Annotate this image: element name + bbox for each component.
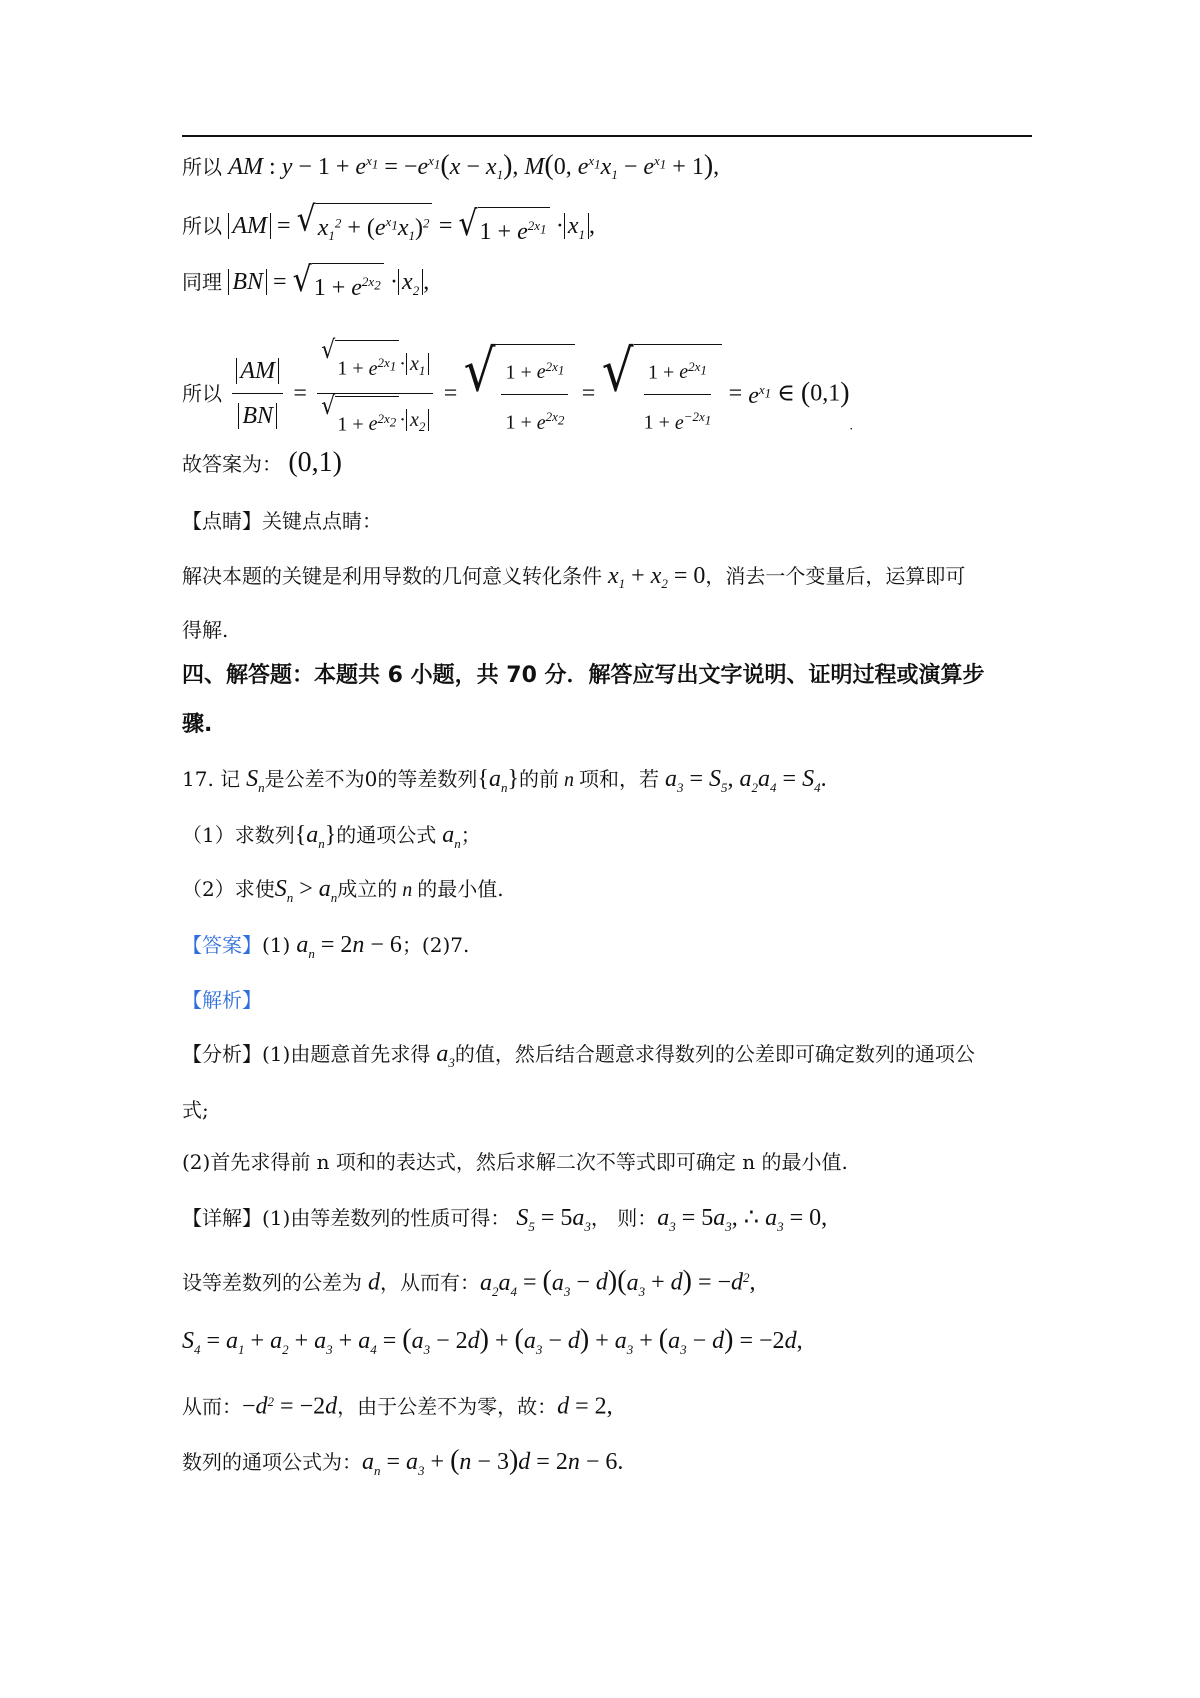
question-17-part1: （1）求数列$\{a_n\}$的通项公式 $a_n$； bbox=[182, 822, 481, 851]
fenxi-a: 【分析】(1)由题意首先求得 bbox=[182, 1042, 431, 1066]
section-heading-line1: 四、解答题：本题共 6 小题，共 70 分．解答应写出文字说明、证明过程或演算步 bbox=[182, 663, 985, 688]
q17-part2-b: 成立的 bbox=[337, 877, 398, 901]
section-heading-line2: 骤. bbox=[182, 712, 213, 737]
s4-line: $S_4 = a_1 + a_2 + a_3 + a_4 = (a_3 - 2d) + (a_3 - d) + a_3 + (a_3 - d) = -2d$, bbox=[182, 1324, 803, 1357]
line-final-answer bbox=[182, 447, 342, 480]
gongcha-b: ，从而有： bbox=[380, 1270, 480, 1295]
fenxi-line-2 bbox=[182, 1146, 848, 1178]
fenxi-line-cont bbox=[182, 1094, 209, 1126]
q17-part1-b: 的通项公式 bbox=[336, 823, 437, 847]
line-am-length: 所以 AM = √ $x_1^2 + (e^{x_1}x_1)^2$ = √ $1 + e^{2x_1}$ · $x_1$ , bbox=[182, 203, 595, 252]
fenxi-b: 的值，然后结合题意求得数列的公差即可确定数列的通项公 bbox=[454, 1042, 975, 1066]
answer-interval: (0,1) bbox=[288, 447, 343, 478]
fraction: √ $1 + e^{2x_1}$ · $x_1$ √ $1 + e^{2x_2}$ · $x_2$ bbox=[317, 340, 433, 447]
congr-line: 从而：$-d^2 = -2d$，由于公差不为零，故：d = 2, bbox=[182, 1393, 613, 1420]
q17-mid4: 项和，若 bbox=[578, 767, 659, 791]
answer-part2: ；(2)7. bbox=[401, 933, 470, 957]
sqrt-symbol: √ $\frac{1 + e^{2x_1}}{1 + e^{2x_2}}$ bbox=[464, 344, 576, 443]
xiangjie-line: 【详解】(1)由等差数列的性质可得： $S_5 = 5a_3$， 则：$a_3 = 5a_3$, ∴ $a_3 = 0$, bbox=[182, 1205, 828, 1234]
question-17: 17. 记 $S_n$是公差不为0的等差数列$\{a_n\}$的前 n 项和，若 $a_3 = S_5$, $a_2a_4 = S_4$. bbox=[182, 766, 827, 795]
answer-line: 【答案】(1) $a_n = 2n - 6$；(2)7. bbox=[182, 932, 470, 961]
jiexi-line bbox=[182, 984, 262, 1016]
header-rule bbox=[182, 135, 1032, 137]
text-suoyi: 所以 bbox=[182, 155, 222, 179]
text-tongli: 同理 bbox=[182, 270, 222, 294]
key-text-a: 解决本题的关键是利用导数的几何意义转化条件 bbox=[182, 564, 602, 588]
congr-text: 从而： bbox=[182, 1394, 242, 1419]
sqrt-symbol: √ $1 + e^{2x_2}$ bbox=[293, 263, 384, 304]
tongxiang-text: 数列的通项公式为： bbox=[182, 1450, 362, 1474]
q17-part2-a: （2）求使 bbox=[182, 877, 275, 901]
section-heading bbox=[182, 656, 985, 696]
q17-zero: 0 bbox=[364, 767, 378, 791]
key-text-b: ，消去一个变量后，运算即可 bbox=[705, 564, 966, 588]
line-bn-length: 同理 BN = √ $1 + e^{2x_2}$ · $x_2$ , bbox=[182, 263, 429, 307]
text-suoyi: 所以 bbox=[182, 214, 222, 238]
line-ratio: 所以 $\frac{AM}{BN}$ = √ $1 + e^{2x_1}$ · $x_1$ √ $1 + e^{2x_2}$ · $x_2$ = √ $\frac{1 + e^{2x_1}}{1 + e^{2x_2}}$ = √ $\frac{1 + e^{2x_1}}{1 + e^{-2x_1}}$ = $e^{x_1}$ ∈ (0,1). bbox=[182, 340, 853, 447]
q17-part1-a: （1）求数列 bbox=[182, 823, 295, 847]
section-heading-cont bbox=[182, 705, 212, 745]
fenxi-d: (2)首先求得前 n 项和的表达式，然后求解二次不等式即可确定 n 的最小值. bbox=[182, 1150, 848, 1174]
gongcha-line: 设等差数列的公差为 d，从而有：$a_2a_4 = (a_3 - d)(a_3 + d) = -d^2$, bbox=[182, 1265, 756, 1299]
gongcha-a: 设等差数列的公差为 bbox=[182, 1270, 362, 1295]
q17-mid3: 的前 bbox=[518, 767, 559, 791]
dianjing-label: 【点睛】关键点点睛： bbox=[182, 509, 382, 533]
text-gudaan: 故答案为： bbox=[182, 452, 282, 476]
question-17-part2: （2）求使$S_n > a_n$成立的 n 的最小值. bbox=[182, 876, 504, 905]
tongxiang-line: 数列的通项公式为：$a_n = a_3 + (n - 3)d = 2n - 6$. bbox=[182, 1445, 624, 1478]
q17-mid1: 是公差不为 bbox=[264, 767, 365, 791]
sqrt-symbol: √ $1 + e^{2x_1}$ bbox=[458, 207, 549, 248]
fenxi-line: 【分析】(1)由题意首先求得 $a_3$的值，然后结合题意求得数列的公差即可确定数列的通项公 bbox=[182, 1041, 975, 1070]
line-key-text-cont bbox=[182, 614, 228, 646]
answer-part1: (1) bbox=[262, 933, 291, 957]
answer-label: 【答案】 bbox=[182, 933, 262, 957]
line-dianjing bbox=[182, 505, 382, 537]
text-suoyi: 所以 bbox=[182, 381, 222, 406]
xiangjie-a: 【详解】(1)由等差数列的性质可得： bbox=[182, 1206, 511, 1230]
fenxi-c: 式; bbox=[182, 1098, 209, 1122]
fraction: $\frac{AM}{BN}$ bbox=[232, 351, 283, 436]
line-am-equation: 所以 AM : $y - 1 + e^{x_1} = -e^{x_1}(x - x_1)$, M(0, $e^{x_1}x_1 - e^{x_1} + 1$), bbox=[182, 150, 720, 182]
q17-prefix: 17. 记 bbox=[182, 767, 241, 791]
q17-part1-c: ； bbox=[460, 823, 481, 847]
key-text-c: 得解. bbox=[182, 618, 229, 642]
sqrt-symbol: √ $\frac{1 + e^{2x_1}}{1 + e^{-2x_1}}$ bbox=[602, 344, 723, 443]
q17-part2-c: 的最小值. bbox=[417, 877, 504, 901]
q17-mid2: 的等差数列 bbox=[377, 767, 478, 791]
xiangjie-b: ， 则： bbox=[590, 1206, 658, 1230]
sqrt-symbol: √ $x_1^2 + (e^{x_1}x_1)^2$ bbox=[297, 203, 433, 252]
jiexi-label: 【解析】 bbox=[182, 988, 262, 1012]
line-key-text: 解决本题的关键是利用导数的几何意义转化条件 $x_1 + x_2 = 0$，消去一个变量后，运算即可 bbox=[182, 563, 966, 591]
youyu-text: ，由于公差不为零，故： bbox=[337, 1394, 558, 1419]
